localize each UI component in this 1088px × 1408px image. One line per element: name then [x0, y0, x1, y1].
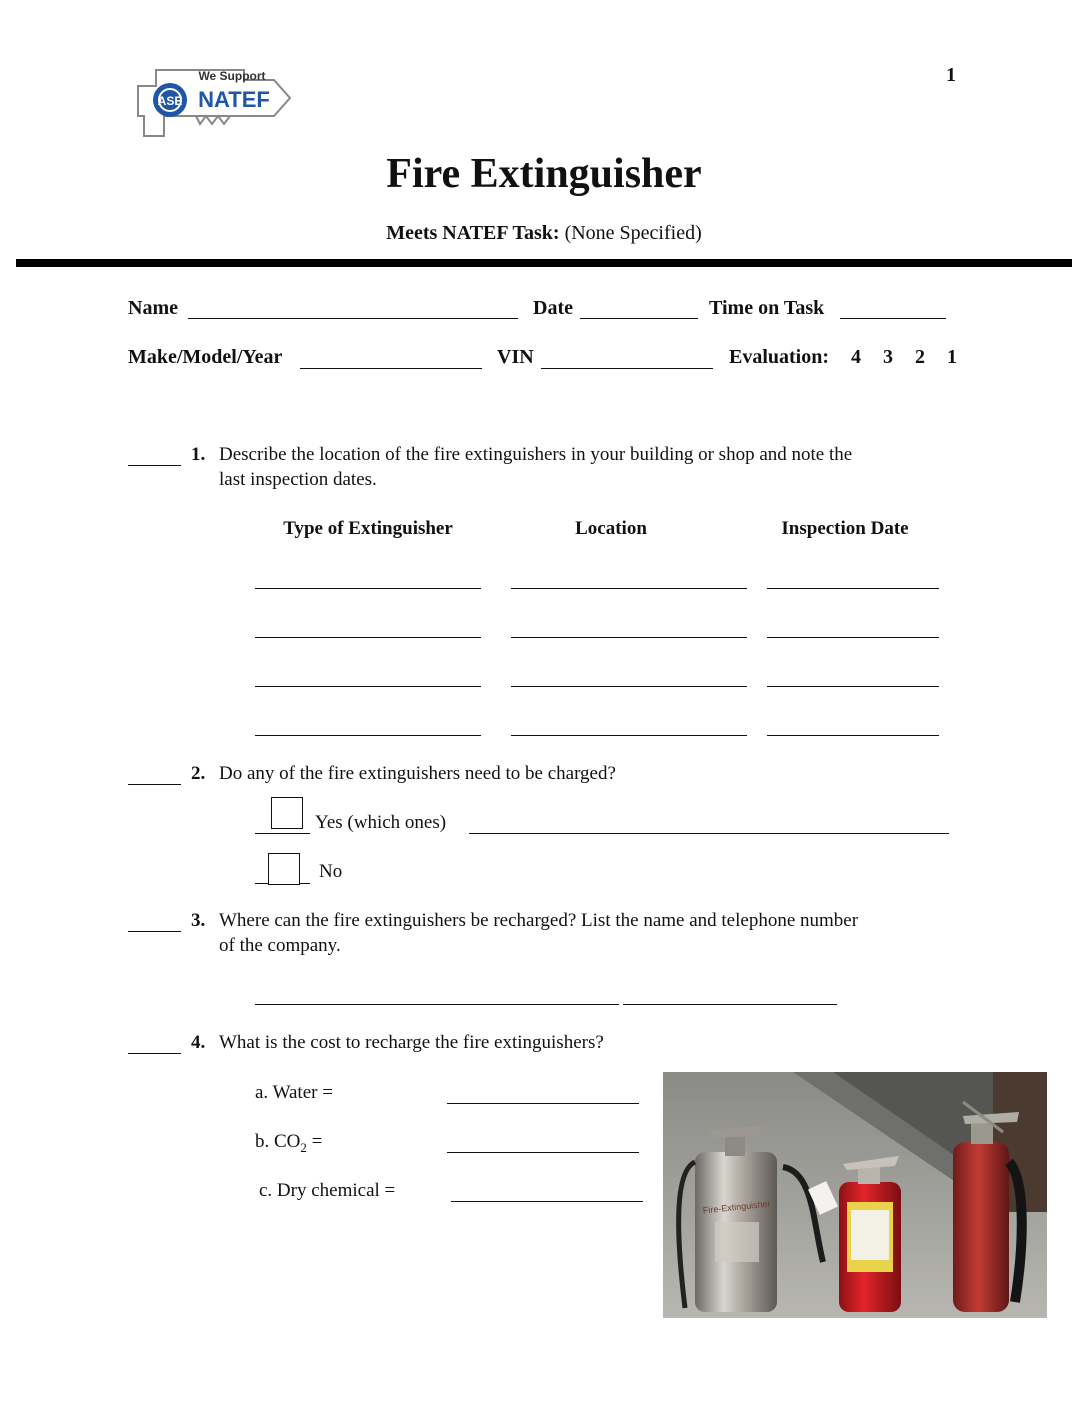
time-on-task-field[interactable] — [840, 318, 946, 319]
evaluation-score-3[interactable]: 3 — [883, 346, 893, 368]
make-model-year-field[interactable] — [300, 368, 482, 369]
q2-text: Do any of the fire extinguishers need to be charged? — [219, 763, 616, 784]
q3-number: 3. — [191, 910, 206, 931]
yes-underline — [255, 833, 310, 834]
location-field-1[interactable] — [511, 588, 747, 589]
location-field-4[interactable] — [511, 735, 747, 736]
subtitle-label: Meets NATEF Task: — [386, 222, 560, 244]
dry-chemical-cost-field[interactable] — [451, 1201, 643, 1202]
page-number: 1 — [946, 64, 956, 86]
type-field-2[interactable] — [255, 637, 481, 638]
column-type-of-extinguisher: Type of Extinguisher — [283, 518, 453, 539]
name-field[interactable] — [188, 318, 518, 319]
location-field-3[interactable] — [511, 686, 747, 687]
header-divider — [16, 259, 1072, 267]
date-field[interactable] — [580, 318, 698, 319]
make-model-year-label: Make/Model/Year — [128, 346, 283, 368]
time-on-task-label: Time on Task — [709, 297, 825, 319]
type-field-1[interactable] — [255, 588, 481, 589]
column-location: Location — [575, 518, 647, 539]
q3-text-line-2: of the company. — [219, 935, 341, 956]
location-field-2[interactable] — [511, 637, 747, 638]
inspection-date-field-2[interactable] — [767, 637, 939, 638]
photo-extinguisher-label: Fire-Extinguisher — [702, 1198, 772, 1216]
evaluation-label: Evaluation: — [729, 346, 830, 368]
q1-text-line-1: Describe the location of the fire extinguishers in your building or shop and note the — [219, 444, 853, 465]
vin-label: VIN — [497, 346, 534, 368]
evaluation-score-2[interactable]: 2 — [915, 346, 925, 368]
q2-number: 2. — [191, 763, 206, 784]
no-label: No — [319, 861, 343, 882]
company-name-field[interactable] — [255, 1004, 619, 1005]
logo-main-text: NATEF — [198, 87, 270, 112]
type-field-4[interactable] — [255, 735, 481, 736]
yes-label: Yes (which ones) — [315, 812, 447, 833]
subtitle-value: (None Specified) — [564, 222, 702, 244]
company-phone-field[interactable] — [623, 1004, 837, 1005]
yes-checkbox[interactable] — [271, 797, 303, 829]
q2-check-field[interactable] — [128, 784, 181, 785]
evaluation-score-4[interactable]: 4 — [851, 346, 861, 368]
page-title: Fire Extinguisher — [386, 151, 702, 197]
date-label: Date — [533, 297, 573, 319]
evaluation-score-1[interactable]: 1 — [947, 346, 957, 368]
inspection-date-field-3[interactable] — [767, 686, 939, 687]
subtitle — [0, 222, 1088, 245]
type-field-3[interactable] — [255, 686, 481, 687]
co2-subscript: 2 — [300, 1139, 307, 1155]
logo-top-text: We Support — [198, 69, 266, 83]
inspection-date-field-4[interactable] — [767, 735, 939, 736]
q1-number: 1. — [191, 444, 206, 465]
water-label: a. Water = — [255, 1082, 333, 1103]
logo-badge-text: ASE — [157, 94, 183, 108]
natef-logo — [134, 64, 294, 144]
no-checkbox[interactable] — [268, 853, 300, 885]
water-cost-field[interactable] — [447, 1103, 639, 1104]
which-ones-field[interactable] — [469, 833, 949, 834]
q3-check-field[interactable] — [128, 931, 181, 932]
inspection-date-field-1[interactable] — [767, 588, 939, 589]
q4-check-field[interactable] — [128, 1053, 181, 1054]
q1-check-field[interactable] — [128, 465, 181, 466]
fire-extinguishers-photo — [663, 1072, 1047, 1318]
q1-text-line-2: last inspection dates. — [219, 469, 377, 490]
q3-text-line-1: Where can the fire extinguishers be recharged? List the name and telephone number — [219, 910, 859, 931]
name-label: Name — [128, 297, 178, 319]
column-inspection-date: Inspection Date — [781, 518, 909, 539]
q4-number: 4. — [191, 1032, 206, 1053]
q4-text: What is the cost to recharge the fire extinguishers? — [219, 1032, 604, 1053]
co2-label-suffix: = — [306, 1131, 323, 1152]
dry-chemical-label: c. Dry chemical = — [259, 1180, 396, 1201]
co2-label — [255, 1131, 322, 1156]
vin-field[interactable] — [541, 368, 713, 369]
co2-cost-field[interactable] — [447, 1152, 639, 1153]
co2-label-text: b. CO — [255, 1131, 301, 1152]
